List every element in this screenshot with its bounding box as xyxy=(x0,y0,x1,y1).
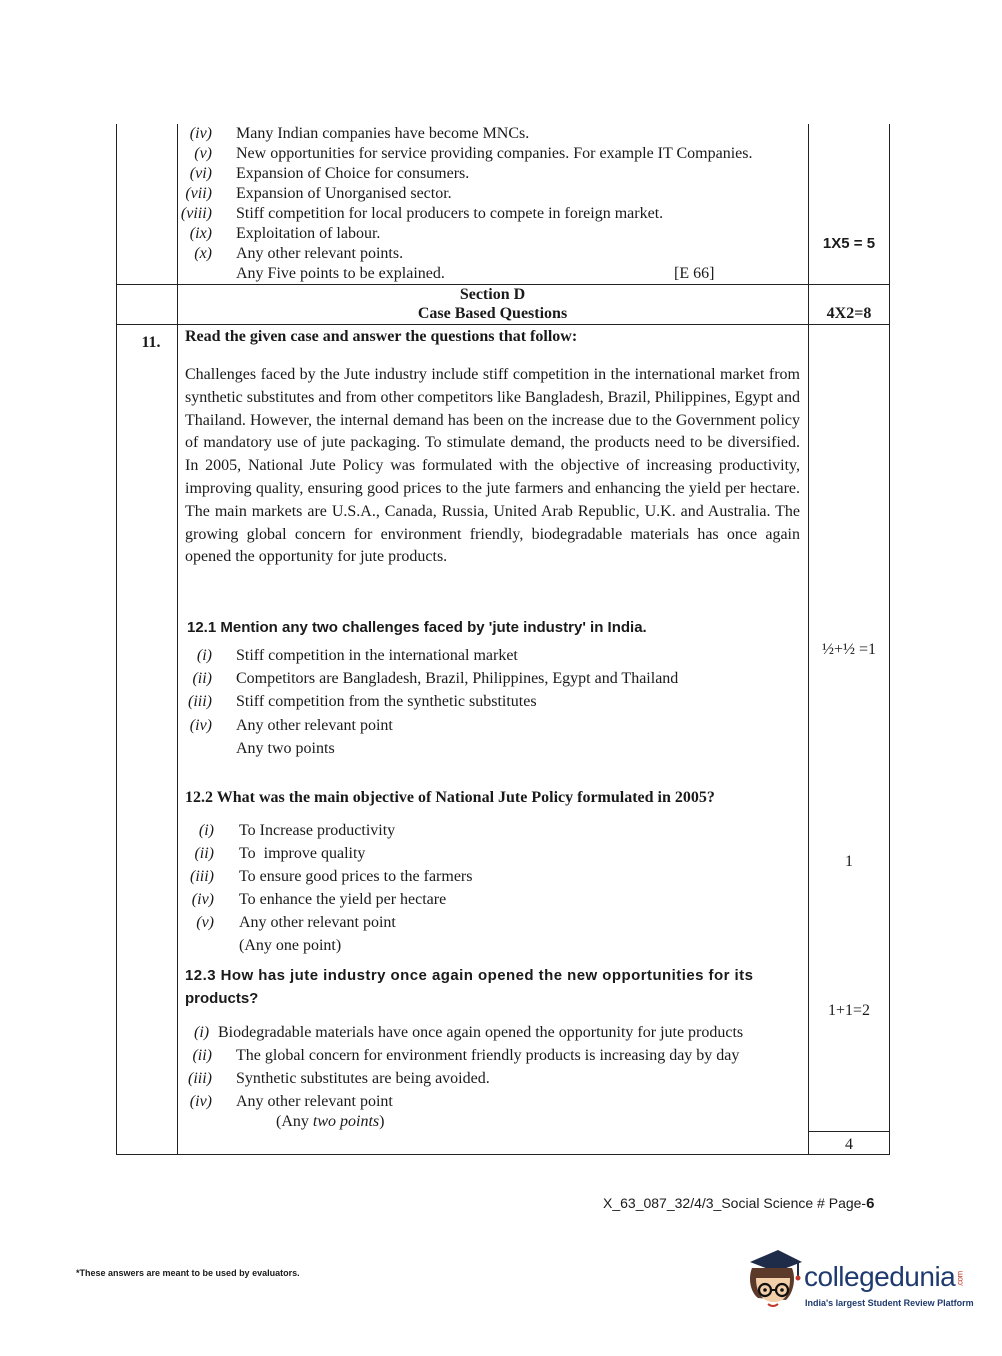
list-item-number: (vii) xyxy=(185,185,212,202)
list-item-number: (iii) xyxy=(190,868,214,885)
table-divider-qnum xyxy=(177,124,178,1155)
footer-page-number: 6 xyxy=(866,1195,875,1212)
list-item-number: (ix) xyxy=(189,225,212,242)
list-item-text: The global concern for environment friendly products is increasing day by day xyxy=(236,1047,740,1064)
section-subtitle: Case Based Questions xyxy=(417,305,568,322)
list-item-text: Exploitation of labour. xyxy=(236,225,381,242)
top-note: Any Five points to be explained. xyxy=(236,265,445,282)
list-item-text: Expansion of Unorganised sector. xyxy=(236,185,452,202)
top-marks: 1X5 = 5 xyxy=(822,235,876,252)
table-row-divider xyxy=(116,324,890,325)
list-item-number: (iv) xyxy=(189,717,212,734)
list-item-number: (iii) xyxy=(188,693,212,710)
total-marks: 4 xyxy=(845,1136,853,1153)
list-item-text: New opportunities for service providing companies. For example IT Companies. xyxy=(236,145,753,162)
list-item-text: To Increase productivity xyxy=(239,822,396,839)
list-item-text: Any other relevant point xyxy=(236,717,393,734)
note-12-2: (Any one point) xyxy=(239,937,342,954)
note-italic: two points xyxy=(312,1113,380,1130)
list-item-number: (i) xyxy=(198,822,214,839)
list-item-number: (x) xyxy=(194,245,212,262)
marks-12-3: 1+1=2 xyxy=(827,1002,871,1019)
list-item-text: Many Indian companies have become MNCs. xyxy=(236,125,530,142)
list-item-number: (iv) xyxy=(191,891,214,908)
list-item-text: Stiff competition in the international market xyxy=(236,647,518,664)
list-item-number: (i) xyxy=(194,1024,210,1041)
question-instruction: Read the given case and answer the questions that follow: xyxy=(185,328,578,345)
list-item-text: Biodegradable materials have once again opened the opportunity for jute products xyxy=(218,1024,744,1041)
list-item-number: (ii) xyxy=(192,670,212,687)
logo-com: .com xyxy=(955,1270,965,1287)
collegedunia-logo xyxy=(740,1248,980,1318)
table-border-bottom xyxy=(116,1154,890,1155)
case-passage: Challenges faced by the Jute industry include stiff competition in the international market from synthetic substitutes and from other competitors like Bangladesh, Brazil, Philippines, Egypt and Thailand. However, the internal demand has been on the increase due to the Government policy of mandatory use of jute packaging. To stimulate demand, the products need to be diversified. In 2005, National Jute Policy was formulated with the objective of increasing productivity, improving quality, ensuring good prices to the jute farmers and enhancing the yield per hectare. The main markets are U.S.A., Canada, Russia, United Arab Republic, U.K. and Australia. The growing global concern for environment friendly, biodegradable materials has once again opened the opportunity for jute products. xyxy=(185,366,801,566)
list-item-text: Any other relevant point xyxy=(239,914,396,931)
marks-12-2: 1 xyxy=(845,853,853,870)
logo-mascot-icon xyxy=(742,1248,806,1314)
section-marks: 4X2=8 xyxy=(826,305,872,322)
evaluator-note: *These answers are meant to be used by evaluators. xyxy=(76,1268,300,1278)
list-item-text: Synthetic substitutes are being avoided. xyxy=(236,1070,490,1087)
list-item-number: (vi) xyxy=(189,165,212,182)
list-item-text: Stiff competition for local producers to compete in foreign market. xyxy=(236,205,664,222)
logo-name: collegedunia xyxy=(804,1261,956,1292)
list-item-number: (ii) xyxy=(194,845,214,862)
note-suffix: ) xyxy=(379,1113,385,1130)
page-footer-code xyxy=(603,1194,874,1213)
question-12-2: 12.2 What was the main objective of National Jute Policy formulated in 2005? xyxy=(185,789,715,806)
table-row-divider xyxy=(808,1131,890,1132)
list-item-text: Expansion of Choice for consumers. xyxy=(236,165,470,182)
table-border-left xyxy=(116,124,117,1155)
top-reference: [E 66] xyxy=(674,265,715,282)
note-prefix: (Any xyxy=(276,1113,313,1130)
section-title: Section D xyxy=(459,286,526,303)
logo-tagline: India's largest Student Review Platform xyxy=(805,1298,974,1308)
list-item-number: (v) xyxy=(196,914,214,931)
note-12-3 xyxy=(276,1112,384,1132)
list-item-text: Any other relevant point xyxy=(236,1093,393,1110)
list-item-number: (iv) xyxy=(189,125,212,142)
list-item-text: To ensure good prices to the farmers xyxy=(239,868,473,885)
question-12-1: 12.1 Mention any two challenges faced by 'jute industry' in India. xyxy=(187,619,647,636)
note-12-1: Any two points xyxy=(236,740,335,757)
list-item-text: Competitors are Bangladesh, Brazil, Philippines, Egypt and Thailand xyxy=(236,670,679,687)
list-item-number: (iii) xyxy=(188,1070,212,1087)
list-item-number: (v) xyxy=(194,145,212,162)
question-12-3-line2: products? xyxy=(185,990,259,1007)
list-item-text: To improve quality xyxy=(239,845,366,862)
list-item-number: (ii) xyxy=(192,1047,212,1064)
footer-code-text: X_63_087_32/4/3_Social Science # Page- xyxy=(603,1195,867,1211)
list-item-text: To enhance the yield per hectare xyxy=(239,891,447,908)
logo-wordmark xyxy=(804,1262,969,1294)
marks-12-1: ½+½ =1 xyxy=(821,641,877,658)
question-number: 11. xyxy=(141,334,161,351)
list-item-number: (i) xyxy=(196,647,212,664)
list-item-number: (iv) xyxy=(189,1093,212,1110)
list-item-number: (viii) xyxy=(180,205,212,222)
list-item-text: Stiff competition from the synthetic substitutes xyxy=(236,693,537,710)
question-12-3-line1: 12.3 How has jute industry once again opened the new opportunities for its xyxy=(185,967,754,984)
list-item-text: Any other relevant points. xyxy=(236,245,404,262)
